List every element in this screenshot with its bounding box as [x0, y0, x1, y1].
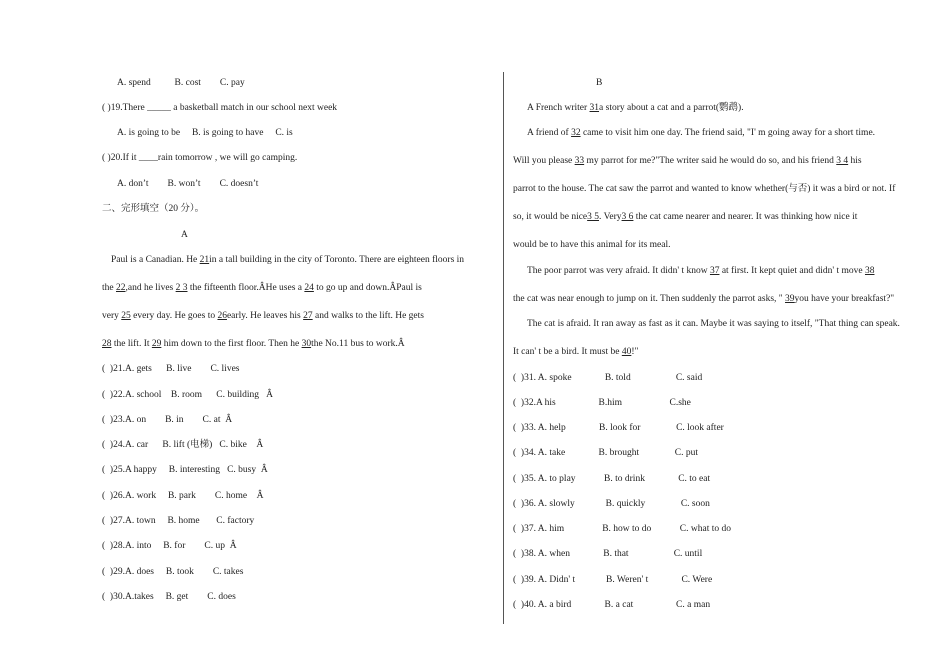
q19-options: A. is going to be B. is going to have C. is: [117, 128, 293, 138]
option-row: ( )37. A. him B. how to do C. what to do: [513, 524, 731, 534]
option-row: ( )27.A. town B. home C. factory: [102, 516, 255, 526]
blank-33: 33: [574, 156, 585, 166]
passage-a-line-3: very 25 every day. He goes to 26early. He leaves his 27 and walks to the lift. He gets: [102, 311, 424, 321]
blank-36: 3 6: [621, 212, 634, 222]
option-row: ( )22.A. school B. room C. building Â: [102, 390, 273, 400]
passage-a-label: A: [181, 230, 188, 240]
blank-40: 40: [621, 347, 632, 357]
option-row: ( )23.A. on B. in C. at Â: [102, 415, 233, 425]
passage-b-line-8: the cat was near enough to jump on it. Then suddenly the parrot asks, " 39you have your breakfast?": [513, 294, 895, 304]
q19-question: ( )19.There _____ a basketball match in our school next week: [102, 103, 338, 113]
option-row: ( )35. A. to play B. to drink C. to eat: [513, 474, 711, 484]
blank-26: 26: [217, 311, 227, 321]
option-row: ( )40. A. a bird B. a cat C. a man: [513, 600, 711, 610]
option-row: ( )31. A. spoke B. told C. said: [513, 373, 703, 383]
blank-37: 37: [709, 266, 720, 276]
option-row: ( )34. A. take B. brought C. put: [513, 448, 698, 458]
option-row: ( )29.A. does B. took C. takes: [102, 567, 244, 577]
blank-25: 25: [121, 311, 131, 321]
option-row: ( )38. A. when B. that C. until: [513, 549, 703, 559]
option-row: ( )32.A his B.him C.she: [513, 398, 691, 408]
blank-31: 31: [589, 103, 600, 113]
q20-question: ( )20.If it ____rain tomorrow , we will go camping.: [102, 153, 298, 163]
option-row: ( )30.A.takes B. get C. does: [102, 592, 236, 602]
blank-22: 22: [115, 283, 126, 293]
option-row: ( )39. A. Didn' t B. Weren' t C. Were: [513, 575, 713, 585]
passage-a-line-4: 28 the lift. It 29 him down to the first floor. Then he 30the No.11 bus to work.Â: [102, 339, 405, 349]
passage-a-line-1: Paul is a Canadian. He 21in a tall building in the city of Toronto. There are eighteen floors in: [111, 255, 465, 265]
option-row: ( )25.A happy B. interesting C. busy Â: [102, 465, 268, 475]
blank-34: 3 4: [836, 156, 849, 166]
q20-options: A. don’t B. won’t C. doesn’t: [117, 179, 259, 189]
column-divider: [503, 72, 504, 624]
passage-b-line-10: It can' t be a bird. It must be 40!": [513, 347, 639, 357]
passage-b-line-7: The poor parrot was very afraid. It didn' t know 37 at first. It kept quiet and didn' t move 38: [527, 266, 875, 276]
blank-39: 39: [785, 294, 795, 304]
option-row: ( )33. A. help B. look for C. look after: [513, 423, 724, 433]
blank-38: 38: [864, 266, 875, 276]
option-row: ( )28.A. into B. for C. up Â: [102, 541, 237, 551]
option-row: ( )24.A. car B. lift (电梯) C. bike Â: [102, 440, 264, 450]
passage-b-line-2: A friend of 32 came to visit him one day. The friend said, "I' m going away for a short time.: [527, 128, 876, 138]
passage-b-label: B: [596, 78, 603, 88]
blank-28: 28: [102, 339, 112, 349]
passage-b-line-1: A French writer 31a story about a cat and a parrot(鹦鹉).: [527, 103, 744, 113]
section-title: 二、完形填空（20 分）。: [102, 204, 205, 214]
blank-21: 21: [199, 255, 210, 265]
passage-b-line-9: The cat is afraid. It ran away as fast as it can. Maybe it was saying to itself, "That thing can speak.: [527, 319, 900, 329]
passage-b-line-5: so, it would be nice3 5. Very3 6 the cat came nearer and nearer. It was thinking how nice it: [513, 212, 858, 222]
option-row: ( )21.A. gets B. live C. lives: [102, 364, 240, 374]
passage-a-line-2: the 22,and he lives 2 3 the fifteenth floor.ÂHe uses a 24 to go up and down.ÂPaul is: [102, 283, 422, 293]
option-row: ( )26.A. work B. park C. home Â: [102, 491, 264, 501]
blank-29: 29: [151, 339, 162, 349]
blank-27: 27: [303, 311, 313, 321]
blank-32: 32: [571, 128, 581, 138]
blank-35: 3 5: [587, 212, 600, 222]
passage-b-line-3: Will you please 33 my parrot for me?"The writer said he would do so, and his friend 3 4 his: [513, 156, 862, 166]
blank-23: 2 3: [175, 283, 188, 293]
blank-24: 24: [304, 283, 314, 293]
q18-options: A. spend B. cost C. pay: [117, 78, 245, 88]
passage-b-line-4: parrot to the house. The cat saw the parrot and wanted to know whether(与否) it was a bird or not. If: [513, 184, 896, 194]
passage-b-line-6: would be to have this animal for its meal.: [513, 240, 671, 250]
blank-30: 30: [301, 339, 312, 349]
option-row: ( )36. A. slowly B. quickly C. soon: [513, 499, 710, 509]
